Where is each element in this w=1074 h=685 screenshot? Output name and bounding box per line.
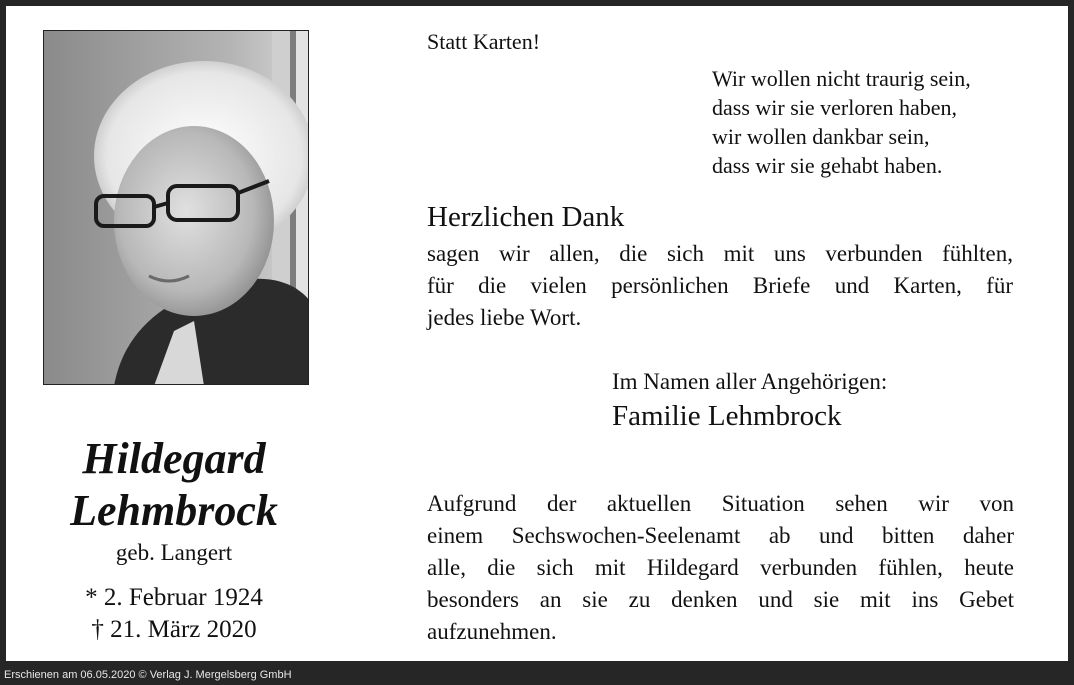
obituary-card [6, 6, 1068, 661]
family-signature: Familie Lehmbrock [612, 400, 842, 432]
poem-line: dass wir sie gehabt haben. [712, 153, 943, 178]
poem-line: Wir wollen nicht traurig sein, [712, 66, 971, 91]
statt-karten-heading: Statt Karten! [427, 29, 541, 54]
publication-footer: Erschienen am 06.05.2020 © Verlag J. Mergelsberg GmbH [4, 669, 292, 681]
thanks-line: für die vielen persönlichen Briefe und Karten, für [427, 273, 1013, 298]
notice-line: alle, die sich mit Hildegard verbunden fühlen, heute [427, 555, 1014, 580]
notice-line: besonders an sie zu denken und sie mit ins Gebet [427, 587, 1014, 612]
birth-date: * 2. Februar 1924 [85, 584, 263, 611]
last-name: Lehmbrock [70, 486, 278, 535]
signature-intro: Im Namen aller Angehörigen: [612, 369, 888, 394]
thanks-text [427, 238, 1013, 334]
portrait-photo [43, 30, 309, 385]
notice-text [427, 488, 1014, 648]
death-date: † 21. März 2020 [91, 616, 257, 643]
birth-name: geb. Langert [115, 540, 233, 565]
notice-line: Aufgrund der aktuellen Situation sehen wir von [427, 491, 1014, 516]
thanks-line: jedes liebe Wort. [427, 305, 582, 330]
poem-line: wir wollen dankbar sein, [712, 124, 930, 149]
poem-line: dass wir sie verloren haben, [712, 95, 957, 120]
thanks-line: sagen wir allen, die sich mit uns verbunden fühlten, [427, 241, 1013, 266]
poem [712, 64, 971, 180]
first-name: Hildegard [82, 434, 266, 483]
thanks-heading: Herzlichen Dank [427, 201, 625, 233]
notice-line: aufzunehmen. [427, 619, 557, 644]
notice-line: einem Sechswochen-Seelenamt ab und bitten daher [427, 523, 1014, 548]
